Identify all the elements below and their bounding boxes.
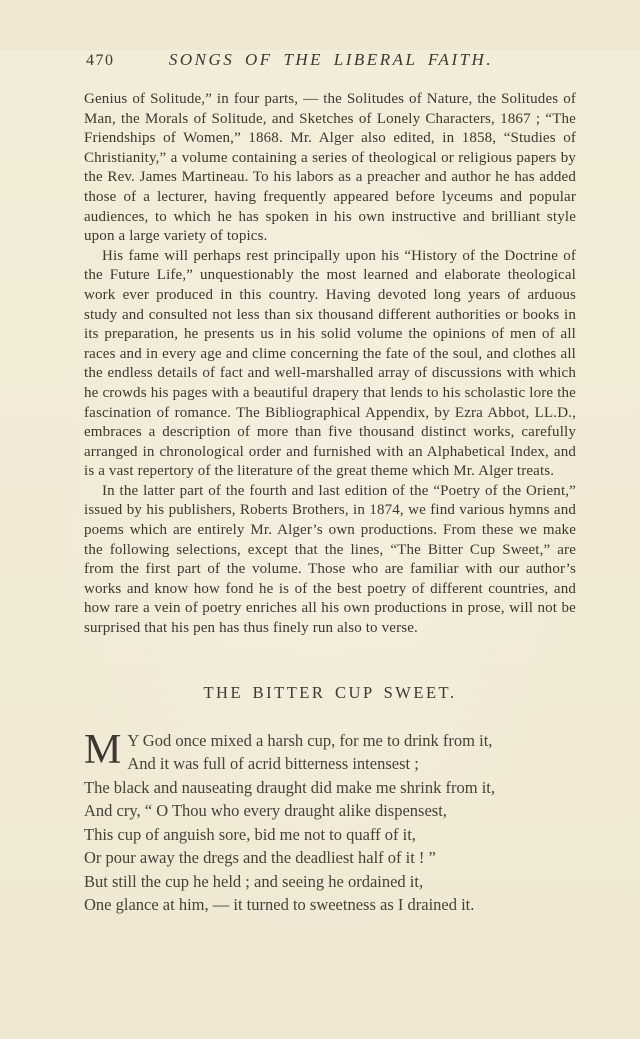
running-header-title: SONGS OF THE LIBERAL FAITH. — [168, 50, 494, 69]
page-number: 470 — [86, 52, 115, 69]
poem-line-3: The black and nauseating draught did make me shrink from it, — [84, 777, 496, 797]
paragraph-biography-2: His fame will perhaps rest principally upon his “History of the Doctrine of the Future Life,” unquestionably the most learned and elaborate theological work ever produced in this country. Having devoted long years of arduous study and consulted not less than six thousand different authorities or books in its preparation, he presents us in his solid volume the opinions of men of all races and in every age and clime concerning the fate of the soul, and clothes all the endless details of fact and well-marshalled array of discussions with which he crowds his pages with a beautiful drapery that lends to his scholastic lore the fascination of romance. The Bibliographical Appendix, by Ezra Abbot, LL.D., embraces a description of more than five thousand distinct works, carefully arranged in chronological order and furnished with an Alphabetical Index, and is a vast repertory of the literature of the great theme which Mr. Alger treats. — [84, 247, 576, 480]
poem-line-8: One glance at him, — it turned to sweetness as I drained it. — [84, 895, 475, 915]
running-header — [84, 50, 578, 74]
drop-cap: M — [84, 726, 122, 773]
poem-line-2: And it was full of acrid bitterness intensest ; — [127, 754, 419, 774]
poem-line-4: And cry, “ O Thou who every draught alike dispensest, — [84, 801, 447, 821]
poem-line-6: Or pour away the dregs and the deadliest half of it ! ” — [84, 848, 436, 868]
poem-line-5: This cup of anguish sore, bid me not to quaff of it, — [84, 824, 416, 844]
poem-title: THE BITTER CUP SWEET. — [203, 682, 457, 702]
paragraph-biography-3: In the latter part of the fourth and last edition of the “Poetry of the Orient,” issued by his publishers, Roberts Brothers, in 1874, we find various hymns and poems which are entirely Mr. Alger’s own productions. From these we make the following selections, except that the lines, “The Bitter Cup Sweet,” are from the first part of the volume. Those who are familiar with our author’s works and know how fond he is of the best poetry of different countries, and how rare a vein of poetry enriches all his own productions in prose, will not be surprised that his pen has thus finely run also to verse. — [84, 482, 576, 637]
poem-line-1: Y God once mixed a harsh cup, for me to drink from it, — [127, 730, 493, 750]
body-text — [84, 90, 576, 639]
poem — [84, 726, 600, 917]
paragraph-biography-1: Genius of Solitude,” in four parts, — the Solitudes of Nature, the Solitudes of Man, the Morals of Solitude, and Sketches of Lonely Characters, 1867 ; “The Friendships of Women,” 1868. Mr. Alger also edited, in 1858, “Studies of Christianity,” a volume containing a series of theological or religious papers by the Rev. James Martineau. To his labors as a preacher and author he has added those of a lecturer, having frequently appeared before lyceums and popular audiences, to which he has spoken in his own instructive and brilliant style upon a large variety of topics. — [84, 91, 576, 245]
poem-line-7: But still the cup he held ; and seeing he ordained it, — [84, 871, 424, 891]
book-page — [0, 50, 640, 1039]
